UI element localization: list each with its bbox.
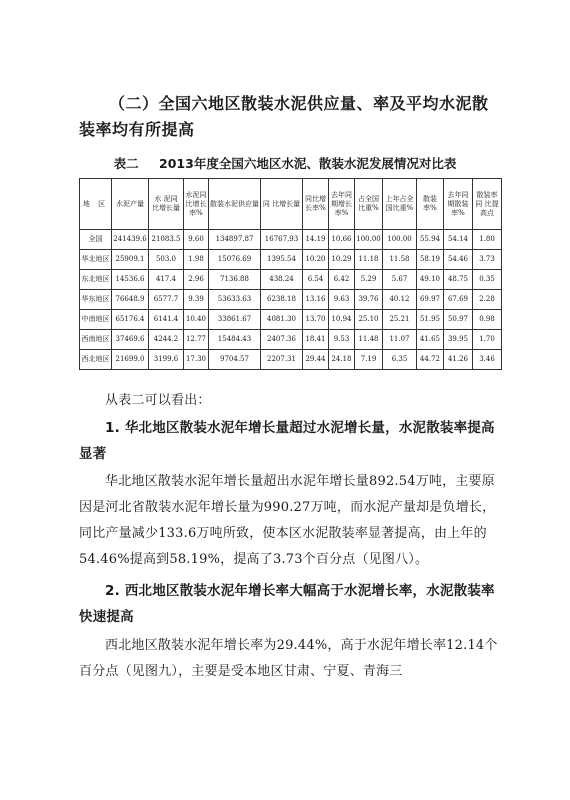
table-cell: 13.16 <box>303 290 329 310</box>
table-cell: 9704.57 <box>209 350 261 370</box>
table-cell: 0.98 <box>473 310 502 330</box>
table-cell: 58.19 <box>417 250 444 270</box>
table-cell: 241439.6 <box>112 230 149 250</box>
table-cell: 16767.93 <box>261 230 303 250</box>
table-row <box>80 270 502 290</box>
table-cell: 14.19 <box>303 230 329 250</box>
table-caption-number: 表二 <box>113 156 139 171</box>
table-cell: 18.41 <box>303 330 329 350</box>
table-cell: 1395.54 <box>261 250 303 270</box>
table-cell: 全国 <box>80 230 112 250</box>
table-cell: 33861.67 <box>209 310 261 330</box>
table-cell: 50.97 <box>444 310 473 330</box>
table-cell: 29.44 <box>303 350 329 370</box>
table-cell: 2.96 <box>184 270 209 290</box>
table-cell: 1.80 <box>473 230 502 250</box>
table-cell: 53633.63 <box>209 290 261 310</box>
table-cell: 134897.87 <box>209 230 261 250</box>
table-cell: 6141.4 <box>149 310 184 330</box>
table-cell: 503.0 <box>149 250 184 270</box>
table-row <box>80 290 502 310</box>
table-cell: 4244.2 <box>149 330 184 350</box>
table-row <box>80 330 502 350</box>
table-cell: 12.77 <box>184 330 209 350</box>
table-cell: 西南地区 <box>80 330 112 350</box>
table-cell: 2.28 <box>473 290 502 310</box>
header-cell: 散装水泥供应量 <box>209 179 261 230</box>
header-cell: 同比增长率% <box>303 179 329 230</box>
table-cell: 6.54 <box>303 270 329 290</box>
table-row <box>80 250 502 270</box>
header-cell: 占全国比重% <box>355 179 383 230</box>
table-caption-title: 2013年度全国六地区水泥、散装水泥发展情况对比表 <box>159 156 457 171</box>
table-cell: 5.29 <box>355 270 383 290</box>
table-cell: 11.07 <box>383 330 417 350</box>
table-cell: 9.60 <box>184 230 209 250</box>
table-cell: 6238.18 <box>261 290 303 310</box>
table-cell: 438.24 <box>261 270 303 290</box>
header-cell: 上年占全国比重% <box>383 179 417 230</box>
table-cell: 49.10 <box>417 270 444 290</box>
table-cell: 100.00 <box>383 230 417 250</box>
header-cell: 水泥产量 <box>112 179 149 230</box>
table-cell: 41.65 <box>417 330 444 350</box>
table-cell: 44.72 <box>417 350 444 370</box>
table-cell: 5.67 <box>383 270 417 290</box>
table-cell: 100.00 <box>355 230 383 250</box>
point-2-heading: 2. 西北地区散装水泥年增长率大幅高于水泥增长率，水泥散装率快速提高 <box>79 583 495 625</box>
point-1-heading: 1. 华北地区散装水泥年增长量超过水泥增长量，水泥散装率提高显著 <box>79 420 495 462</box>
table-cell: 9.53 <box>329 330 355 350</box>
table-cell: 67.69 <box>444 290 473 310</box>
table-cell: 76648.9 <box>112 290 149 310</box>
table-cell: 13.70 <box>303 310 329 330</box>
table-cell: 69.97 <box>417 290 444 310</box>
section-heading: （二）全国六地区散装水泥供应量、率及平均水泥散装率均有所提高 <box>79 94 489 139</box>
table-cell: 9.39 <box>184 290 209 310</box>
intro-paragraph: 从表二可以看出： <box>105 393 211 408</box>
table-cell: 54.46 <box>444 250 473 270</box>
table-cell: 15076.69 <box>209 250 261 270</box>
table-cell: 41.26 <box>444 350 473 370</box>
point-1-body: 华北地区散装水泥年增长量超出水泥年增长量892.54万吨，主要原因是河北省散装水泥年增长量为990.27万吨，而水泥产量却是负增长，同比产量减少133.6万吨所致，使本区水泥散装率显著提高，由上年的54.46%提高到58.19%，提高了3.73个百分点（见图八）。 <box>79 474 496 567</box>
table-cell: 中南地区 <box>80 310 112 330</box>
table-cell: 39.95 <box>444 330 473 350</box>
header-cell: 地 区 <box>80 179 112 230</box>
comparison-table <box>79 178 502 370</box>
header-cell: 去年同期散装率% <box>444 179 473 230</box>
table-cell: 6.35 <box>383 350 417 370</box>
table-cell: 25909.1 <box>112 250 149 270</box>
table-cell: 东北地区 <box>80 270 112 290</box>
table-cell: 6.42 <box>329 270 355 290</box>
header-cell: 散装率% <box>417 179 444 230</box>
table-cell: 华北地区 <box>80 250 112 270</box>
table-cell: 11.48 <box>355 330 383 350</box>
table-cell: 10.94 <box>329 310 355 330</box>
table-cell: 华东地区 <box>80 290 112 310</box>
table-row <box>80 310 502 330</box>
table-cell: 54.14 <box>444 230 473 250</box>
table-cell: 10.29 <box>329 250 355 270</box>
table-cell: 西北地区 <box>80 350 112 370</box>
table-cell: 21083.5 <box>149 230 184 250</box>
header-cell: 水泥同比增长率% <box>184 179 209 230</box>
table-cell: 3199.6 <box>149 350 184 370</box>
table-cell: 7136.88 <box>209 270 261 290</box>
table-cell: 55.94 <box>417 230 444 250</box>
header-cell: 去年同期增长率% <box>329 179 355 230</box>
table-cell: 25.10 <box>355 310 383 330</box>
table-row <box>80 350 502 370</box>
header-cell: 水 泥同 比增长量 <box>149 179 184 230</box>
table-cell: 10.40 <box>184 310 209 330</box>
header-cell: 散装率同 比提高点 <box>473 179 502 230</box>
table-cell: 1.98 <box>184 250 209 270</box>
table-caption <box>0 154 570 172</box>
table-cell: 65176.4 <box>112 310 149 330</box>
table-cell: 48.75 <box>444 270 473 290</box>
table-cell: 40.12 <box>383 290 417 310</box>
table-cell: 11.58 <box>383 250 417 270</box>
table-cell: 0.35 <box>473 270 502 290</box>
table-cell: 15484.43 <box>209 330 261 350</box>
table-cell: 9.63 <box>329 290 355 310</box>
table-cell: 14536.6 <box>112 270 149 290</box>
table-cell: 417.4 <box>149 270 184 290</box>
table-cell: 10.66 <box>329 230 355 250</box>
table-row <box>80 230 502 250</box>
table-cell: 11.18 <box>355 250 383 270</box>
table-cell: 1.70 <box>473 330 502 350</box>
table-cell: 21699.0 <box>112 350 149 370</box>
table-header-row <box>80 179 502 230</box>
table-cell: 25.21 <box>383 310 417 330</box>
table-cell: 24.18 <box>329 350 355 370</box>
table-cell: 6577.7 <box>149 290 184 310</box>
table-cell: 2407.36 <box>261 330 303 350</box>
table-cell: 3.46 <box>473 350 502 370</box>
table-cell: 51.95 <box>417 310 444 330</box>
table-cell: 10.20 <box>303 250 329 270</box>
table-cell: 2207.31 <box>261 350 303 370</box>
header-cell: 同 比增长量 <box>261 179 303 230</box>
table-cell: 4081.30 <box>261 310 303 330</box>
table-cell: 37469.6 <box>112 330 149 350</box>
table-cell: 3.73 <box>473 250 502 270</box>
point-2-body: 西北地区散装水泥年增长率为29.44%，高于水泥年增长率12.14个百分点（见图九），主要是受本地区甘肃、宁夏、青海三 <box>79 638 498 679</box>
table-cell: 7.19 <box>355 350 383 370</box>
table-cell: 17.30 <box>184 350 209 370</box>
table-cell: 39.76 <box>355 290 383 310</box>
